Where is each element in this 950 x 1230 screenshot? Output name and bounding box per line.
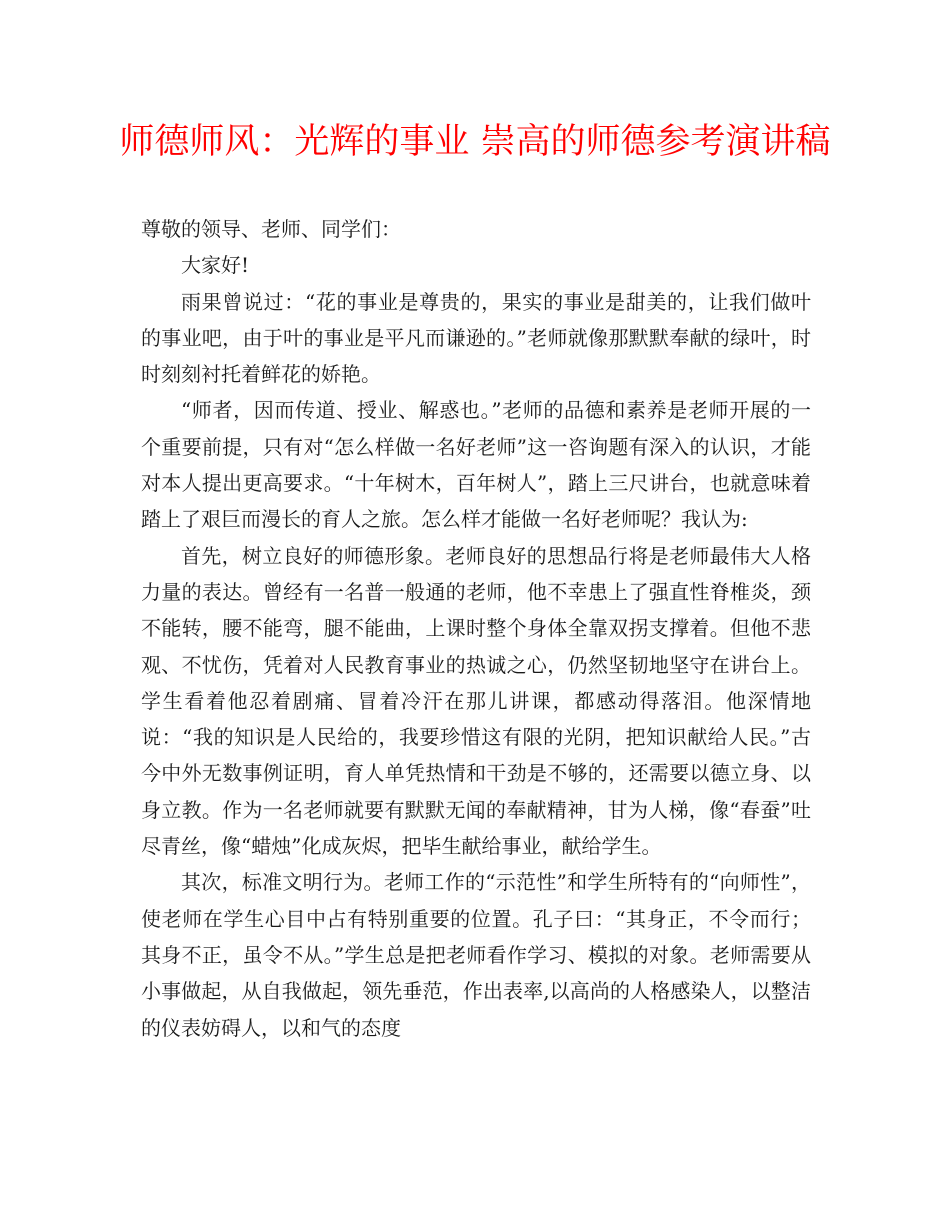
body-paragraph: 首先，树立良好的师德形象。老师良好的思想品行将是老师最伟大人格力量的表达。曾经有一名普一般通的老师，他不幸患上了强直性脊椎炎，颈不能转，腰不能弯，腿不能曲，上课时整个身体全靠双拐支撑着。但他不悲观、不忧伤，凭着对人民教育事业的热诚之心，仍然坚韧地坚守在讲台上。学生看着他忍着剧痛、冒着冷汗在那儿讲课，都感动得落泪。他深情地说：“我的知识是人民给的，我要珍惜这有限的光阴，把知识献给人民。”古今中外无数事例证明，育人单凭热情和干劲是不够的，还需要以德立身、以身立教。作为一名老师就要有默默无闻的奉献精神，甘为人梯，像“春蚕”吐尽青丝，像“蜡烛”化成灰烬，把毕生献给事业，献给学生。 bbox=[141, 543, 811, 859]
salutation-paragraph: 尊敬的领导、老师、同学们： bbox=[141, 217, 401, 241]
body-paragraph: 雨果曾说过：“花的事业是尊贵的，果实的事业是甜美的，让我们做叶的事业吧，由于叶的事业是平凡而谦逊的。”老师就像那默默奉献的绿叶，时时刻刻衬托着鲜花的娇艳。 bbox=[141, 289, 811, 387]
document-title: 师德师风：光辉的事业 崇高的师德参考演讲稿 bbox=[119, 122, 831, 162]
body-paragraph: “师者，因而传道、授业、解惑也。”老师的品德和素养是老师开展的一个重要前提，只有对“怎么样做一名好老师”这一咨询题有深入的认识，才能对本人提出更高要求。“十年树木，百年树人”，踏上三尺讲台，也就意味着踏上了艰巨而漫长的育人之旅。怎么样才能做一名好老师呢？我认为: bbox=[141, 398, 811, 532]
greeting-paragraph: 大家好! bbox=[181, 253, 250, 278]
body-paragraph: 其次，标准文明行为。老师工作的“示范性”和学生所特有的“向师性”，使老师在学生心目中占有特别重要的位置。孔子曰：“其身正，不令而行；其身不正，虽令不从。”学生总是把老师看作学习、模拟的对象。老师需要从小事做起，从自我做起，领先垂范，作出表率,以高尚的人格感染人，以整洁的仪表妨碍人，以和气的态度 bbox=[141, 870, 811, 1040]
document-body bbox=[141, 211, 811, 1046]
